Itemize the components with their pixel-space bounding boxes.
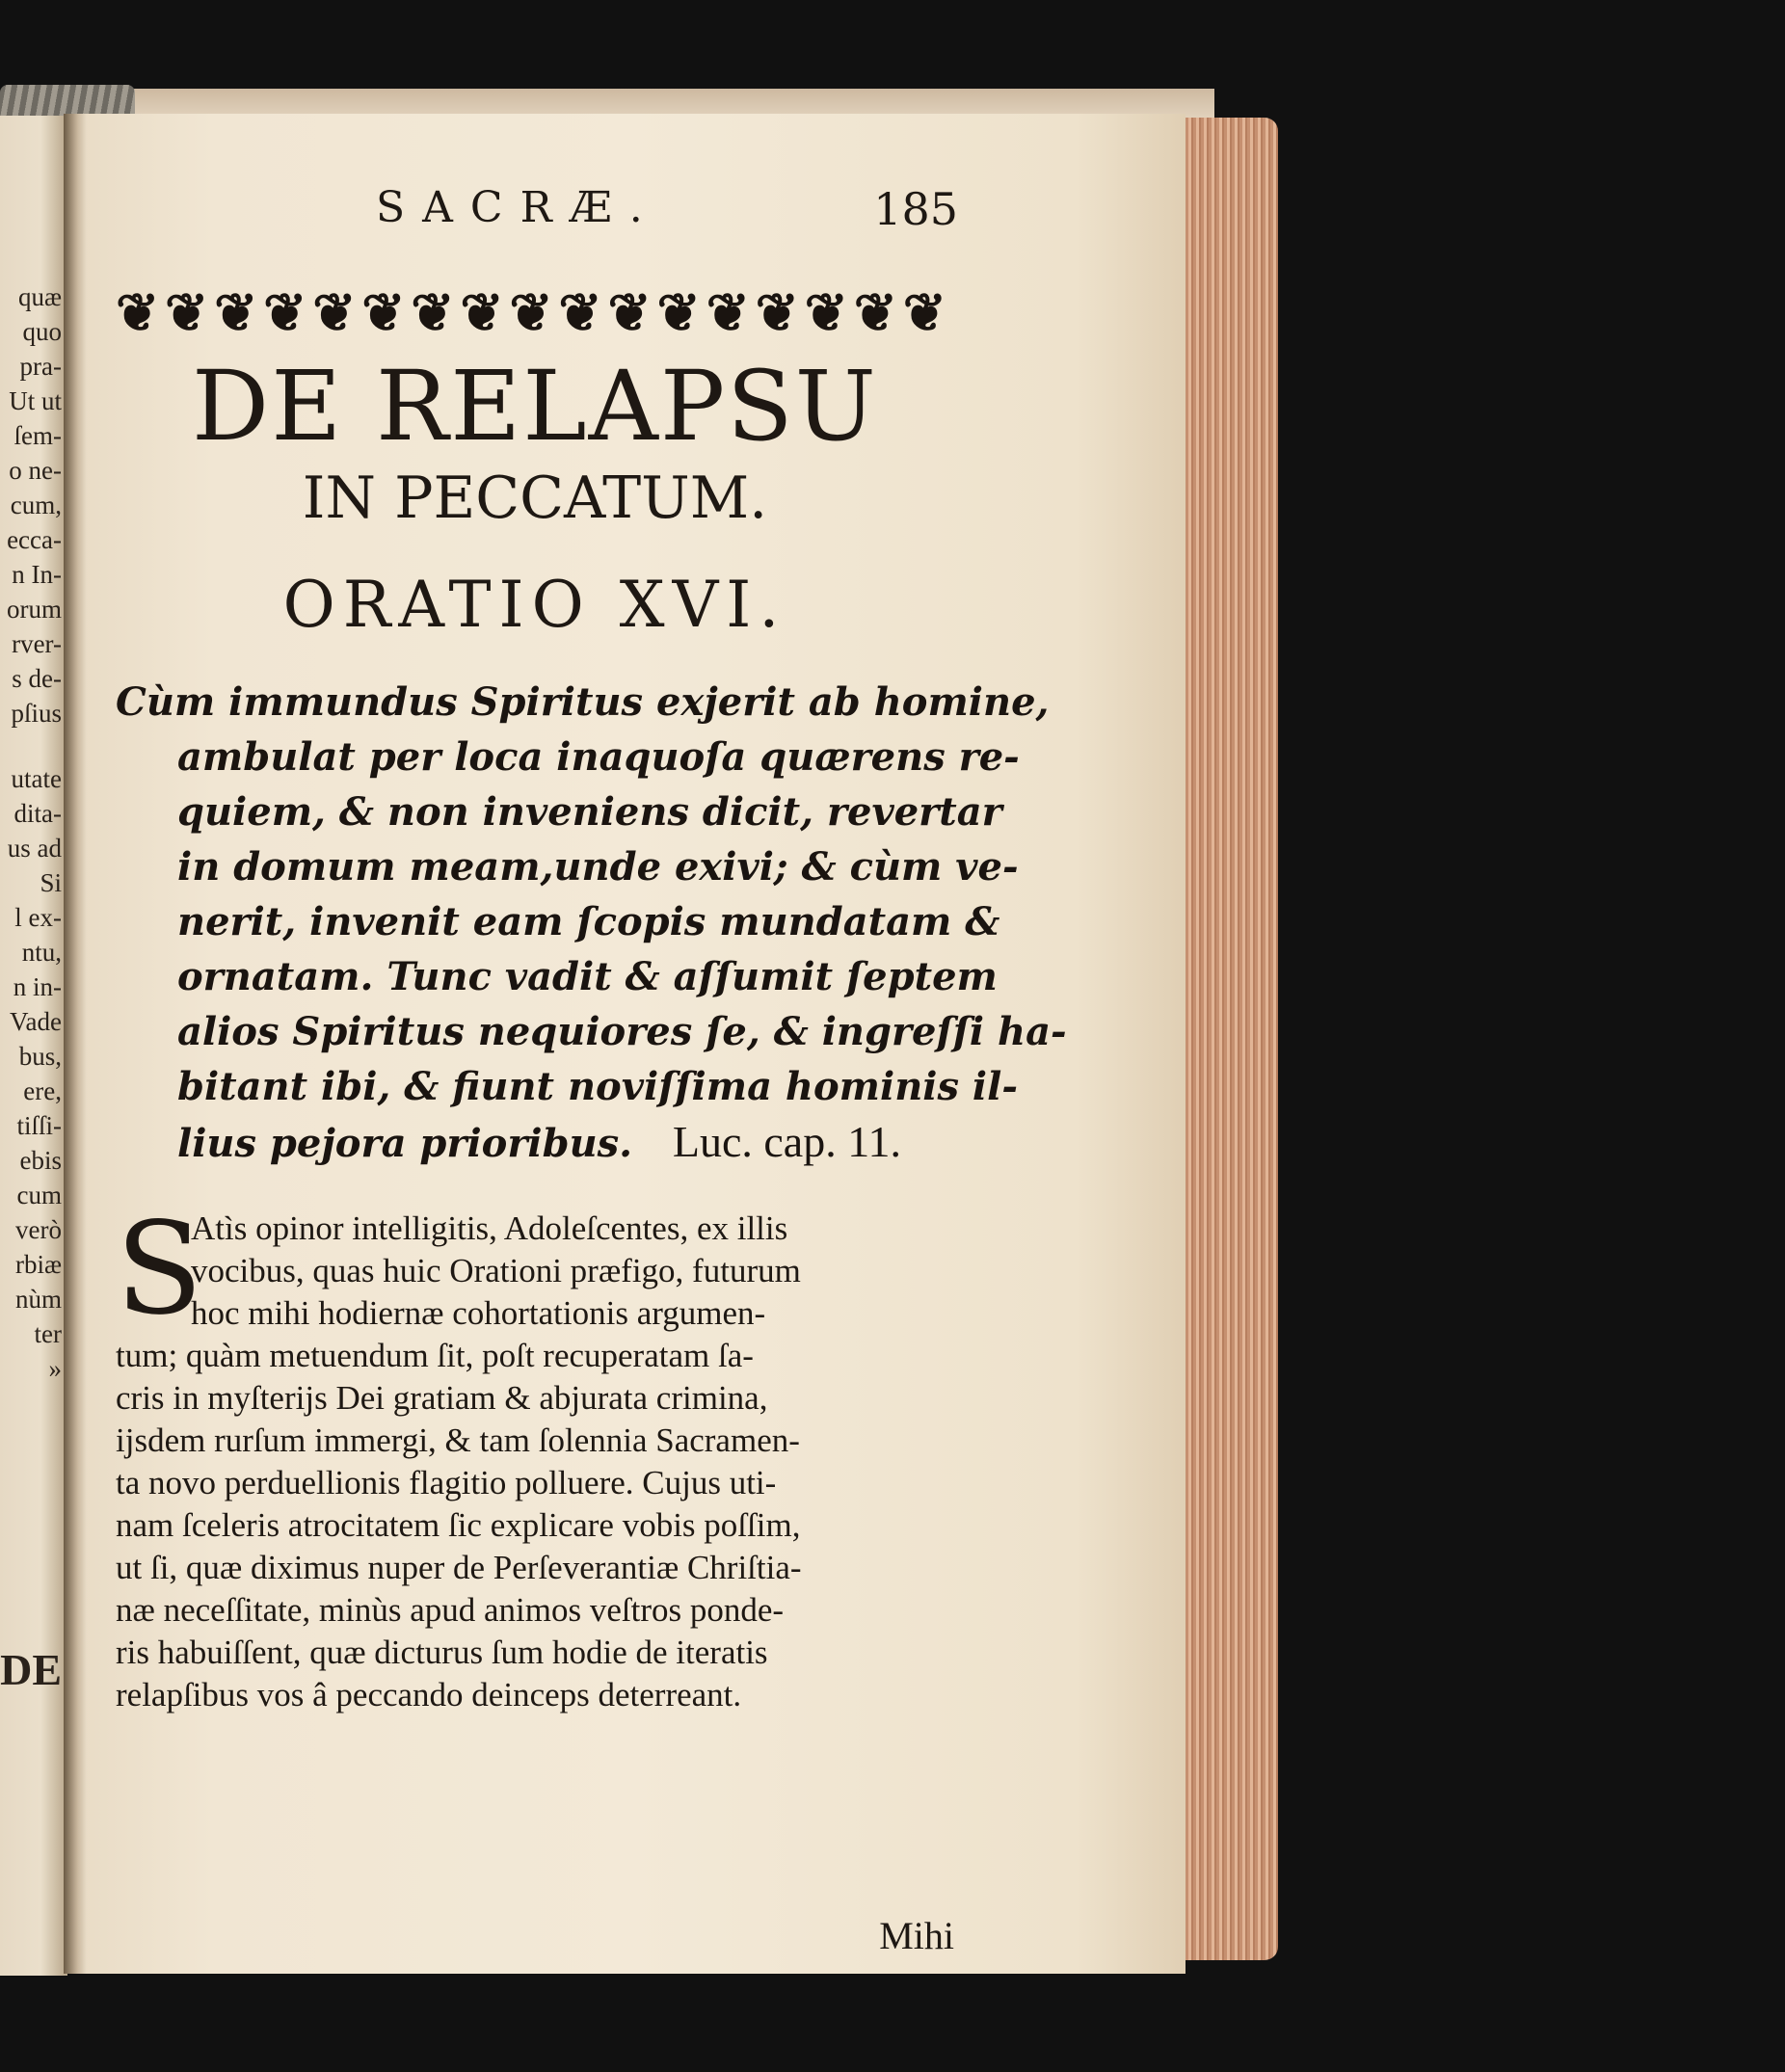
body-line: ijsdem rurſum immergi, & tam ſolennia Sacramen- xyxy=(116,1421,800,1459)
left-fragment-line: rver- xyxy=(12,629,62,658)
fleuron-icon: ❦ xyxy=(165,283,209,341)
left-fragment-line: ecca- xyxy=(7,525,62,554)
body-line: cris in myſterijs Dei gratiam & abjurata crimina, xyxy=(116,1379,768,1417)
fleuron-icon: ❦ xyxy=(361,283,406,341)
body-line: relapſibus vos â peccando deinceps deterreant. xyxy=(116,1676,742,1713)
epigraph-text: lius pejora prioribus. xyxy=(177,1121,633,1166)
epigraph-line xyxy=(116,894,1000,949)
fleuron-icon: ❦ xyxy=(853,283,897,341)
left-fragment-line: » xyxy=(48,1354,62,1383)
fleuron-icon: ❦ xyxy=(755,283,799,341)
epigraph-line xyxy=(116,1059,1018,1114)
fleuron-icon: ❦ xyxy=(116,283,160,341)
left-fragment-line: Si xyxy=(40,868,62,897)
fleuron-icon: ❦ xyxy=(804,283,848,341)
fleuron-icon: ❦ xyxy=(411,283,455,341)
fleuron-icon: ❦ xyxy=(263,283,307,341)
scripture-citation: Luc. cap. 11. xyxy=(672,1117,902,1166)
body-line: ut ſi, quæ diximus nuper de Perſeverantiæ Chriſtia- xyxy=(116,1549,802,1586)
left-fragment-line: orum xyxy=(7,595,62,624)
fleuron-icon: ❦ xyxy=(607,283,652,341)
left-page-text-fragments xyxy=(0,279,62,1694)
left-fragment-line: us ad xyxy=(7,834,62,863)
epigraph-text: Cùm immundus Spiritus exjerit ab homine, xyxy=(116,679,1050,725)
epigraph-text: ambulat per loca inaquoſa quærens re- xyxy=(177,734,1020,780)
left-fragment-line: n in- xyxy=(13,972,62,1001)
left-fragment-line: quæ xyxy=(17,282,62,311)
left-fragment-line: nùm xyxy=(14,1285,62,1314)
epigraph-line xyxy=(116,784,1002,839)
left-fragment-line: l ex- xyxy=(14,903,62,932)
fleuron-icon: ❦ xyxy=(509,283,553,341)
fleuron-icon: ❦ xyxy=(460,283,504,341)
left-fragment-line: ebis xyxy=(19,1146,62,1175)
running-head xyxy=(116,183,958,241)
left-fragment-line: bus, xyxy=(18,1042,62,1071)
epigraph-line xyxy=(116,949,998,1004)
epigraph-line xyxy=(116,1004,1067,1059)
left-fragment-line: o ne- xyxy=(9,456,62,485)
epigraph-text: alios Spiritus nequiores ſe, & ingreſſi ha- xyxy=(177,1009,1067,1054)
page-number: 185 xyxy=(873,183,958,235)
epigraph-line xyxy=(116,675,1050,730)
left-fragment-line: pra- xyxy=(19,352,62,381)
left-fragment-line: ntu, xyxy=(21,938,62,967)
fleuron-icon: ❦ xyxy=(558,283,602,341)
page-fore-edge xyxy=(1178,118,1278,1960)
fleuron-icon: ❦ xyxy=(214,283,258,341)
epigraph-scripture xyxy=(116,675,1067,1169)
epigraph-text: quiem, & non inveniens dicit, revertar xyxy=(177,789,1002,835)
left-fragment-line: verò xyxy=(15,1215,62,1244)
left-fragment-line: cum xyxy=(16,1181,62,1209)
fleuron-icon: ❦ xyxy=(656,283,701,341)
left-fragment-line: ere, xyxy=(23,1076,62,1105)
body-line: nam ſceleris atrocitatem ſic explicare vobis poſſim, xyxy=(116,1506,801,1544)
epigraph-text: bitant ibi, & fiunt noviſſima hominis il- xyxy=(177,1064,1018,1109)
title-line-2: IN PECCATUM. xyxy=(302,465,768,532)
left-page xyxy=(0,116,67,1976)
epigraph-text: in domum meam,unde exivi; & cùm ve- xyxy=(177,844,1019,890)
fleuron-icon: ❦ xyxy=(706,283,750,341)
body-line: ris habuiſſent, quæ dicturus ſum hodie de iteratis xyxy=(116,1634,768,1671)
title-line-1: DE RELAPSU xyxy=(192,350,878,463)
left-fragment-line: tiſſi- xyxy=(16,1111,62,1140)
body-line: Atìs opinor intelligitis, Adoleſcentes, ex illis xyxy=(191,1209,788,1247)
drop-cap: S xyxy=(116,1195,203,1343)
epigraph-text: nerit, invenit eam ſcopis mundatam & xyxy=(177,899,1000,944)
right-page-content xyxy=(116,183,1067,1957)
left-fragment-line: Ut ut xyxy=(9,386,62,415)
fleuron-icon: ❦ xyxy=(902,283,946,341)
catchword: Mihi xyxy=(879,1914,954,1957)
oration-number: ORATIO XVI. xyxy=(282,568,787,642)
epigraph-line xyxy=(116,730,1020,784)
running-head-title: SACRÆ. xyxy=(376,183,660,232)
left-fragment-line: ſem- xyxy=(13,421,62,450)
body-line: hoc mihi hodiernæ cohortationis argumen- xyxy=(191,1294,766,1332)
left-fragment-line: pſius xyxy=(11,699,62,728)
left-fragment-line: utate xyxy=(11,764,62,793)
left-fragment-line: cum, xyxy=(10,491,62,519)
left-catchword: DE xyxy=(0,1645,62,1694)
left-fragment-line: ter xyxy=(34,1319,62,1348)
body-paragraph xyxy=(116,1195,954,1716)
epigraph-text: ornatam. Tunc vadit & aſſumit ſeptem xyxy=(177,954,998,999)
epigraph-line xyxy=(116,1114,954,1169)
body-line: næ neceſſitate, minùs apud animos veſtros ponde- xyxy=(116,1591,785,1629)
left-fragment-line: dita- xyxy=(13,799,62,828)
fleuron-ornament-band xyxy=(116,283,946,341)
body-line: vocibus, quas huic Orationi præfigo, futurum xyxy=(191,1252,801,1289)
fleuron-icon: ❦ xyxy=(312,283,357,341)
left-fragment-line xyxy=(0,731,62,761)
left-fragment-line: rbiæ xyxy=(14,1250,62,1279)
book-gutter xyxy=(64,114,87,1974)
left-fragment-line: Vade xyxy=(10,1007,62,1036)
body-line: ta novo perduellionis flagitio polluere. Cujus uti- xyxy=(116,1464,777,1501)
body-line: tum; quàm metuendum ſit, poſt recuperatam ſa- xyxy=(116,1337,754,1374)
left-fragment-line: quo xyxy=(22,317,62,346)
left-fragment-line: n In- xyxy=(12,560,62,589)
epigraph-line xyxy=(116,839,1019,894)
left-fragment-line: s de- xyxy=(12,664,62,693)
